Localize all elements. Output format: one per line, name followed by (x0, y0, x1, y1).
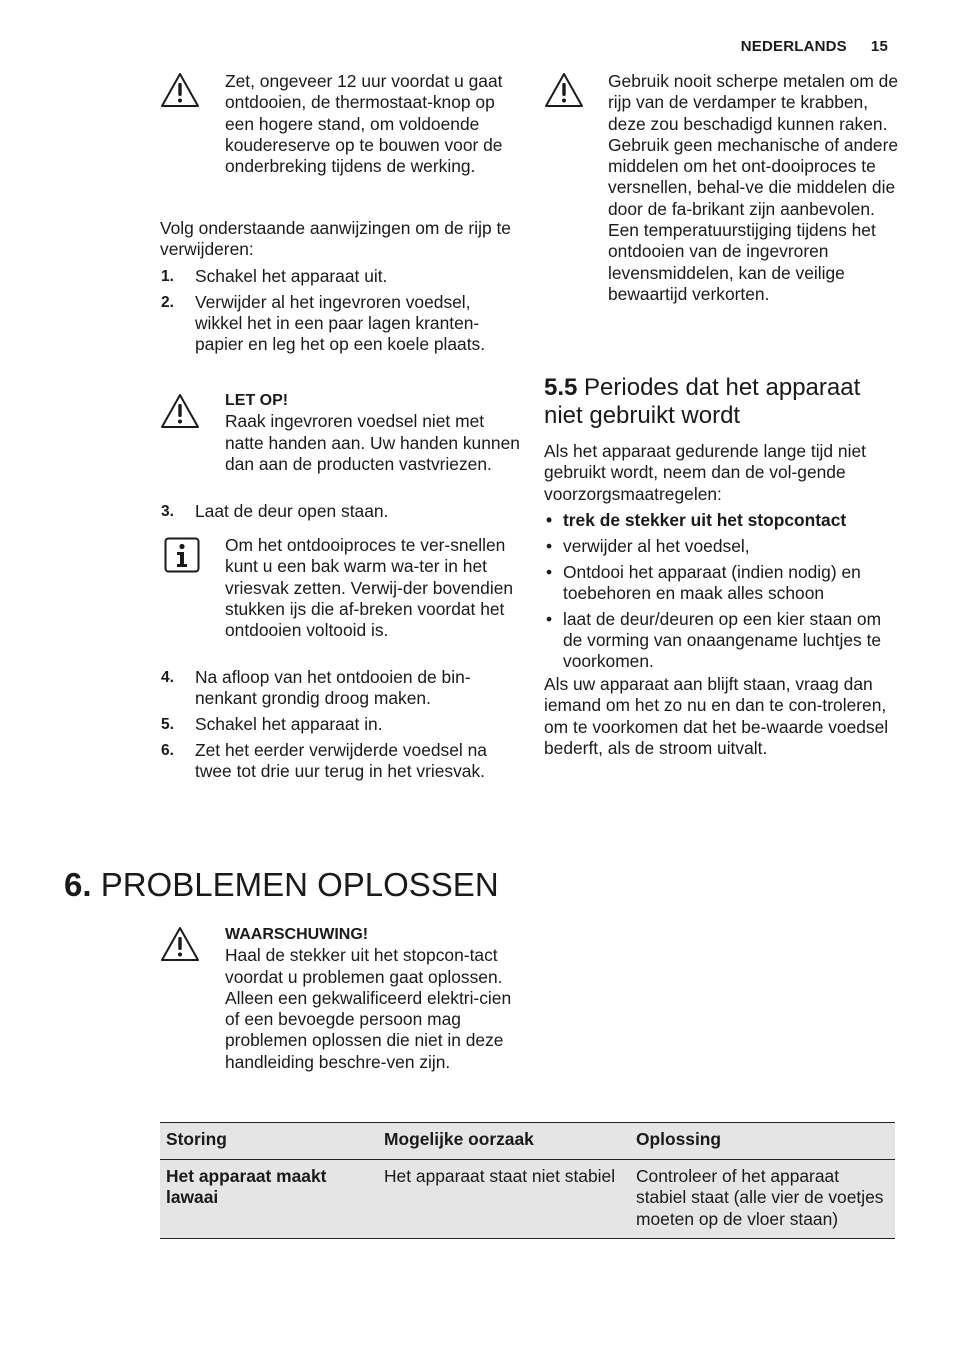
troubleshooting-warning (225, 924, 520, 1073)
info-icon (164, 537, 200, 573)
step-number: 5. (161, 716, 174, 734)
table-cell-solution: Controleer of het apparaat stabiel staat (alle vier de voetjes moeten op de vloer staan) (636, 1166, 884, 1229)
column-header: Mogelijke oorzaak (384, 1129, 534, 1149)
scraping-warning (608, 71, 904, 305)
closing-paragraph: Als uw apparaat aan blijft staan, vraag dan iemand om het zo nu en dan te con-troleren, om te voorkomen dat het be-waarde voedsel bederft, als de stroom uitvalt. (544, 674, 889, 758)
chapter-title: PROBLEMEN OPLOSSEN (100, 866, 499, 903)
bullet-text: laat de deur/deuren op een kier staan om de vorming van onaangename luchtjes te voorkomen. (563, 608, 882, 672)
bullet-text: Ontdooi het apparaat (indien nodig) en toebehoren en maak alles schoon (563, 561, 861, 603)
page-header (741, 38, 888, 55)
warning-paragraph: Een temperatuurstijging tijdens het ontdooien van de ingevroren levensmiddelen, kan de veilige bewaartijd verkorten. (608, 220, 876, 304)
warning-title: WAARSCHUWING! (225, 926, 369, 943)
list-item (160, 740, 520, 783)
warning-triangle-icon (160, 393, 200, 429)
list-item: • trek de stekker uit het stopcontact (546, 510, 847, 530)
list-item (160, 501, 520, 522)
table-cell-problem: Het apparaat maakt lawaai (166, 1166, 327, 1208)
step-text: Zet het eerder verwijderde voedsel na twee tot drie uur terug in het vriesvak. (195, 739, 487, 782)
step-text: Schakel het apparaat uit. (195, 266, 388, 286)
warning-paragraph: Gebruik geen mechanische of andere middelen om het ont-dooiproces te versnellen, behal-ve die middelen die door de fa-brikant zijn aanbevolen. (608, 134, 899, 219)
defrost-steps-c (160, 667, 520, 782)
defrost-intro: Volg onderstaande aanwijzingen om de rijp te verwijderen: (160, 218, 511, 260)
list-item (160, 667, 520, 710)
list-item (160, 266, 520, 287)
caution-text: Raak ingevroren voedsel niet met natte handen aan. Uw handen kunnen dan aan de producten vastvriezen. (225, 411, 520, 474)
section-number: 5.5 (544, 374, 578, 401)
list-item: • Ontdooi het apparaat (indien nodig) en toebehoren en maak alles schoon (546, 561, 861, 603)
chapter-heading (64, 866, 499, 904)
warning-paragraph: Gebruik nooit scherpe metalen om de rijp van de verdamper te krabben, deze zou beschadigd kunnen raken. (608, 71, 899, 134)
info-note-text: Om het ontdooiproces te ver-snellen kunt u een bak warm wa-ter in het vriesvak zetten. Verwij-der bovendien stukken ijs die af-breken voordat het ontdooien voltooid is. (225, 535, 514, 641)
thermostat-warning-text: Zet, ongeveer 12 uur voordat u gaat ontdooien, de thermostaat-knop op een hogere stand, om voldoende koudereserve op te bouwen voor de onderbreking tijdens de werking. (225, 71, 503, 177)
list-item: • verwijder al het voedsel, (546, 535, 750, 556)
warning-triangle-icon (160, 72, 200, 108)
defrost-steps-a (160, 266, 520, 356)
page-number: 15 (870, 38, 888, 55)
list-item (160, 292, 520, 356)
caution-note (225, 390, 520, 475)
step-number: 2. (161, 293, 174, 311)
table-row (160, 1160, 895, 1239)
header-language: NEDERLANDS (740, 38, 847, 55)
section-intro: Als het apparaat gedurende lange tijd niet gebruikt wordt, neem dan de vol-gende voorzorgsmaatregelen: (544, 441, 866, 504)
bullet-text: trek de stekker uit het stopcontact (563, 510, 847, 530)
step-number: 4. (161, 669, 174, 686)
step-text: Verwijder al het ingevroren voedsel, wikkel het in een paar lagen kranten-papier en leg het op een koele plaats. (195, 291, 486, 355)
warning-paragraph: Alleen een gekwalificeerd elektri-cien of een bevoegde persoon mag problemen oplossen die niet in deze handleiding beschre-ven zijn. (225, 987, 512, 1072)
step-text: Schakel het apparaat in. (195, 714, 383, 735)
defrost-steps-b (160, 501, 520, 522)
warning-paragraph: Haal de stekker uit het stopcon-tact voordat u problemen gaat oplossen. (225, 945, 503, 987)
bullet-text: verwijder al het voedsel, (563, 535, 750, 556)
section-title: Periodes dat het apparaat niet gebruikt wordt (544, 374, 861, 429)
table-cell-cause: Het apparaat staat niet stabiel (384, 1166, 616, 1186)
column-header: Oplossing (636, 1129, 722, 1149)
step-text: Laat de deur open staan. (195, 501, 389, 521)
caution-title: LET OP! (225, 392, 289, 409)
warning-triangle-icon (544, 72, 584, 108)
column-header: Storing (166, 1129, 227, 1149)
troubleshooting-table (160, 1122, 895, 1239)
step-number: 1. (161, 268, 174, 285)
step-number: 3. (161, 503, 174, 520)
step-number: 6. (161, 741, 174, 759)
section-heading (544, 374, 894, 429)
list-item (160, 714, 520, 735)
chapter-number: 6. (64, 866, 92, 903)
table-header-row (160, 1123, 895, 1160)
warning-triangle-icon (160, 926, 200, 962)
step-text: Na afloop van het ontdooien de bin-nenkant grondig droog maken. (195, 667, 471, 709)
list-item: • laat de deur/deuren op een kier staan om de vorming van onaangename luchtjes te voorkomen. (546, 608, 882, 672)
precautions-list (544, 510, 894, 673)
